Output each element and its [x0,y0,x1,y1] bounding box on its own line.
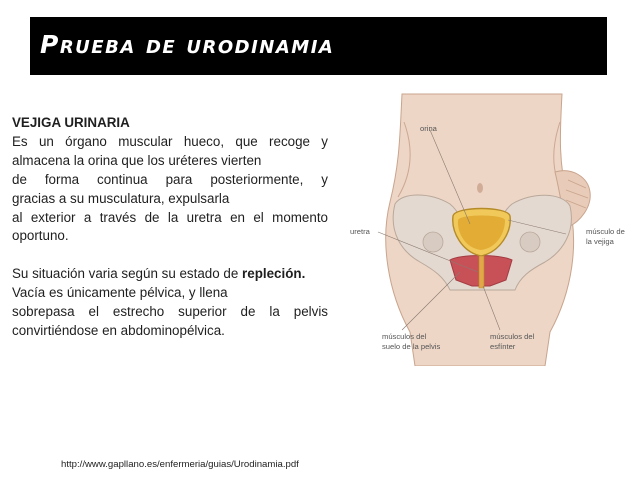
label-uretra: uretra [350,227,370,236]
body-text [12,114,328,341]
source-link[interactable]: http://www.gapllano.es/enfermeria/guias/Urodinamia.pdf [61,459,299,470]
hip-socket-right [520,232,540,252]
paragraph-spacer [12,246,328,265]
text-segment: Su situación varia según su estado de [12,266,243,282]
label-musculo-vejiga-2: la vejiga [586,237,614,246]
slide-title: Prueba de urodinamia [40,30,335,59]
paragraph-description [12,133,328,246]
text-line: convirtiéndose en abdominopélvica. [12,323,225,339]
title-bar [30,17,607,75]
section-heading: VEJIGA URINARIA [12,115,130,130]
label-esfinter-2: esfínter [490,342,516,351]
label-suelo-pelvis-2: suelo de la pelvis [382,342,441,351]
label-esfinter-1: músculos del [490,332,535,341]
text-line: sobrepasa el estrecho superior de la pelvis [12,304,328,320]
label-musculo-vejiga-1: músculo de [586,227,625,236]
text-line: al exterior a través de la uretra en el momento [12,209,328,225]
anatomy-figure [340,92,625,366]
text-line: Vacía es únicamente pélvica, y llena [12,285,228,301]
paragraph-location [12,265,328,341]
hip-socket-left [423,232,443,252]
urethra-tube [479,256,484,288]
label-orina: orina [420,124,437,133]
bold-term: repleción. [242,266,306,282]
text-line: gracias a su musculatura, expulsarla [12,190,230,206]
text-line [12,265,328,284]
label-suelo-pelvis-1: músculos del [382,332,427,341]
text-line: de forma continua para posteriormente, y [12,171,328,187]
navel [477,183,483,193]
text-line: Es un órgano muscular hueco, que recoge y [12,133,328,149]
text-line: almacena la orina que los uréteres vierten [12,152,262,168]
text-line: oportuno. [12,228,69,244]
